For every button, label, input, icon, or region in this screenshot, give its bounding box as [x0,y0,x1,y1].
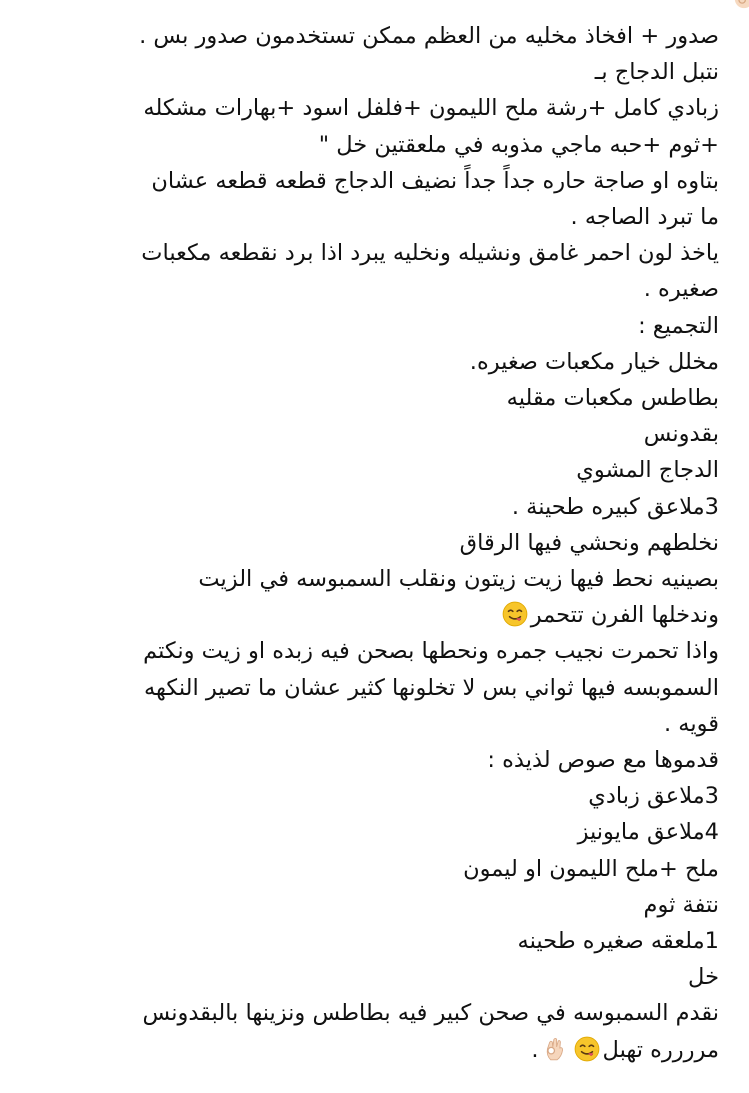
text-line-12: بقدونس [643,421,719,448]
text-line-14: 3ملاعق كبيره طحينة . [511,493,719,520]
text-line-19: السموبسه فيها ثواني بس لا تخلونها كثير عشان ما تصير النكهه [143,674,719,701]
text-line-25: نتفة ثوم [643,891,719,918]
text-line-11: بطاطس مكعبات مقليه [506,385,719,412]
text-line-28: نقدم السمبوسه في صحن كبير فيه بطاطس ونزينها بالبقدونس [142,1000,719,1027]
text-line-4: +ثوم +حبه ماجي مذوبه في ملعقتين خل " [318,131,719,158]
text-line-15: نخلطهم ونحشي فيها الرقاق [459,529,719,556]
text-line-18: واذا تحمرت نجيب جمره ونحطها بصحن فيه زبده او زيت ونكتم [143,638,719,665]
text-line-3: زبادي كامل +رشة ملح الليمون +فلفل اسود +بهارات مشكله [143,95,719,122]
text-line-2: نتبل الدجاج بـ [594,59,719,86]
text-line-27: خل [688,964,719,991]
text-line-23: 4ملاعق مايونيز [577,819,719,846]
text-line-13: الدجاج المشوي [576,457,719,484]
text-line-29-text: مرررره تهبل [602,1036,719,1063]
text-line-24: ملح +ملح الليمون او ليمون [463,855,719,882]
ok-hand-emoji-icon [733,0,749,10]
text-line-29 [28,1032,719,1068]
text-line-7: ياخذ لون احمر غامق ونشيله ونخليه يبرد اذا برد نقطعه مكعبات [141,240,719,267]
text-line-22: 3ملاعق زبادي [588,783,719,810]
text-line-20: قويه . [663,710,719,737]
section-heading-assembly: التجميع : [638,312,719,339]
yum-face-emoji-icon [574,1036,600,1062]
yum-face-emoji-icon [502,601,528,627]
text-line-1: صدور + افخاذ مخليه من العظم ممكن تستخدمون صدور بس . [139,23,719,49]
text-line-16: بصينيه نحط فيها زيت زيتون ونقلب السمبوسه في الزيت [198,566,719,593]
text-line-26: 1ملعقه صغيره طحينه [517,928,719,955]
text-line-8: صغيره . [643,276,719,303]
ok-hand-emoji-icon [542,1036,568,1062]
text-line-5: بتاوه او صاجة حاره جداً جداً نضيف الدجاج قطعه قطعه عشان [151,167,719,194]
section-heading-sauce: قدموها مع صوص لذيذه : [487,747,719,774]
text-line-17-text: وندخلها الفرن تتحمر [530,602,719,629]
text-line-17 [28,597,719,633]
text-line-30: . [531,1036,539,1063]
text-line-6: ما تبرد الصاجه . [570,204,719,231]
text-line-10: مخلل خيار مكعبات صغيره. [469,348,719,375]
